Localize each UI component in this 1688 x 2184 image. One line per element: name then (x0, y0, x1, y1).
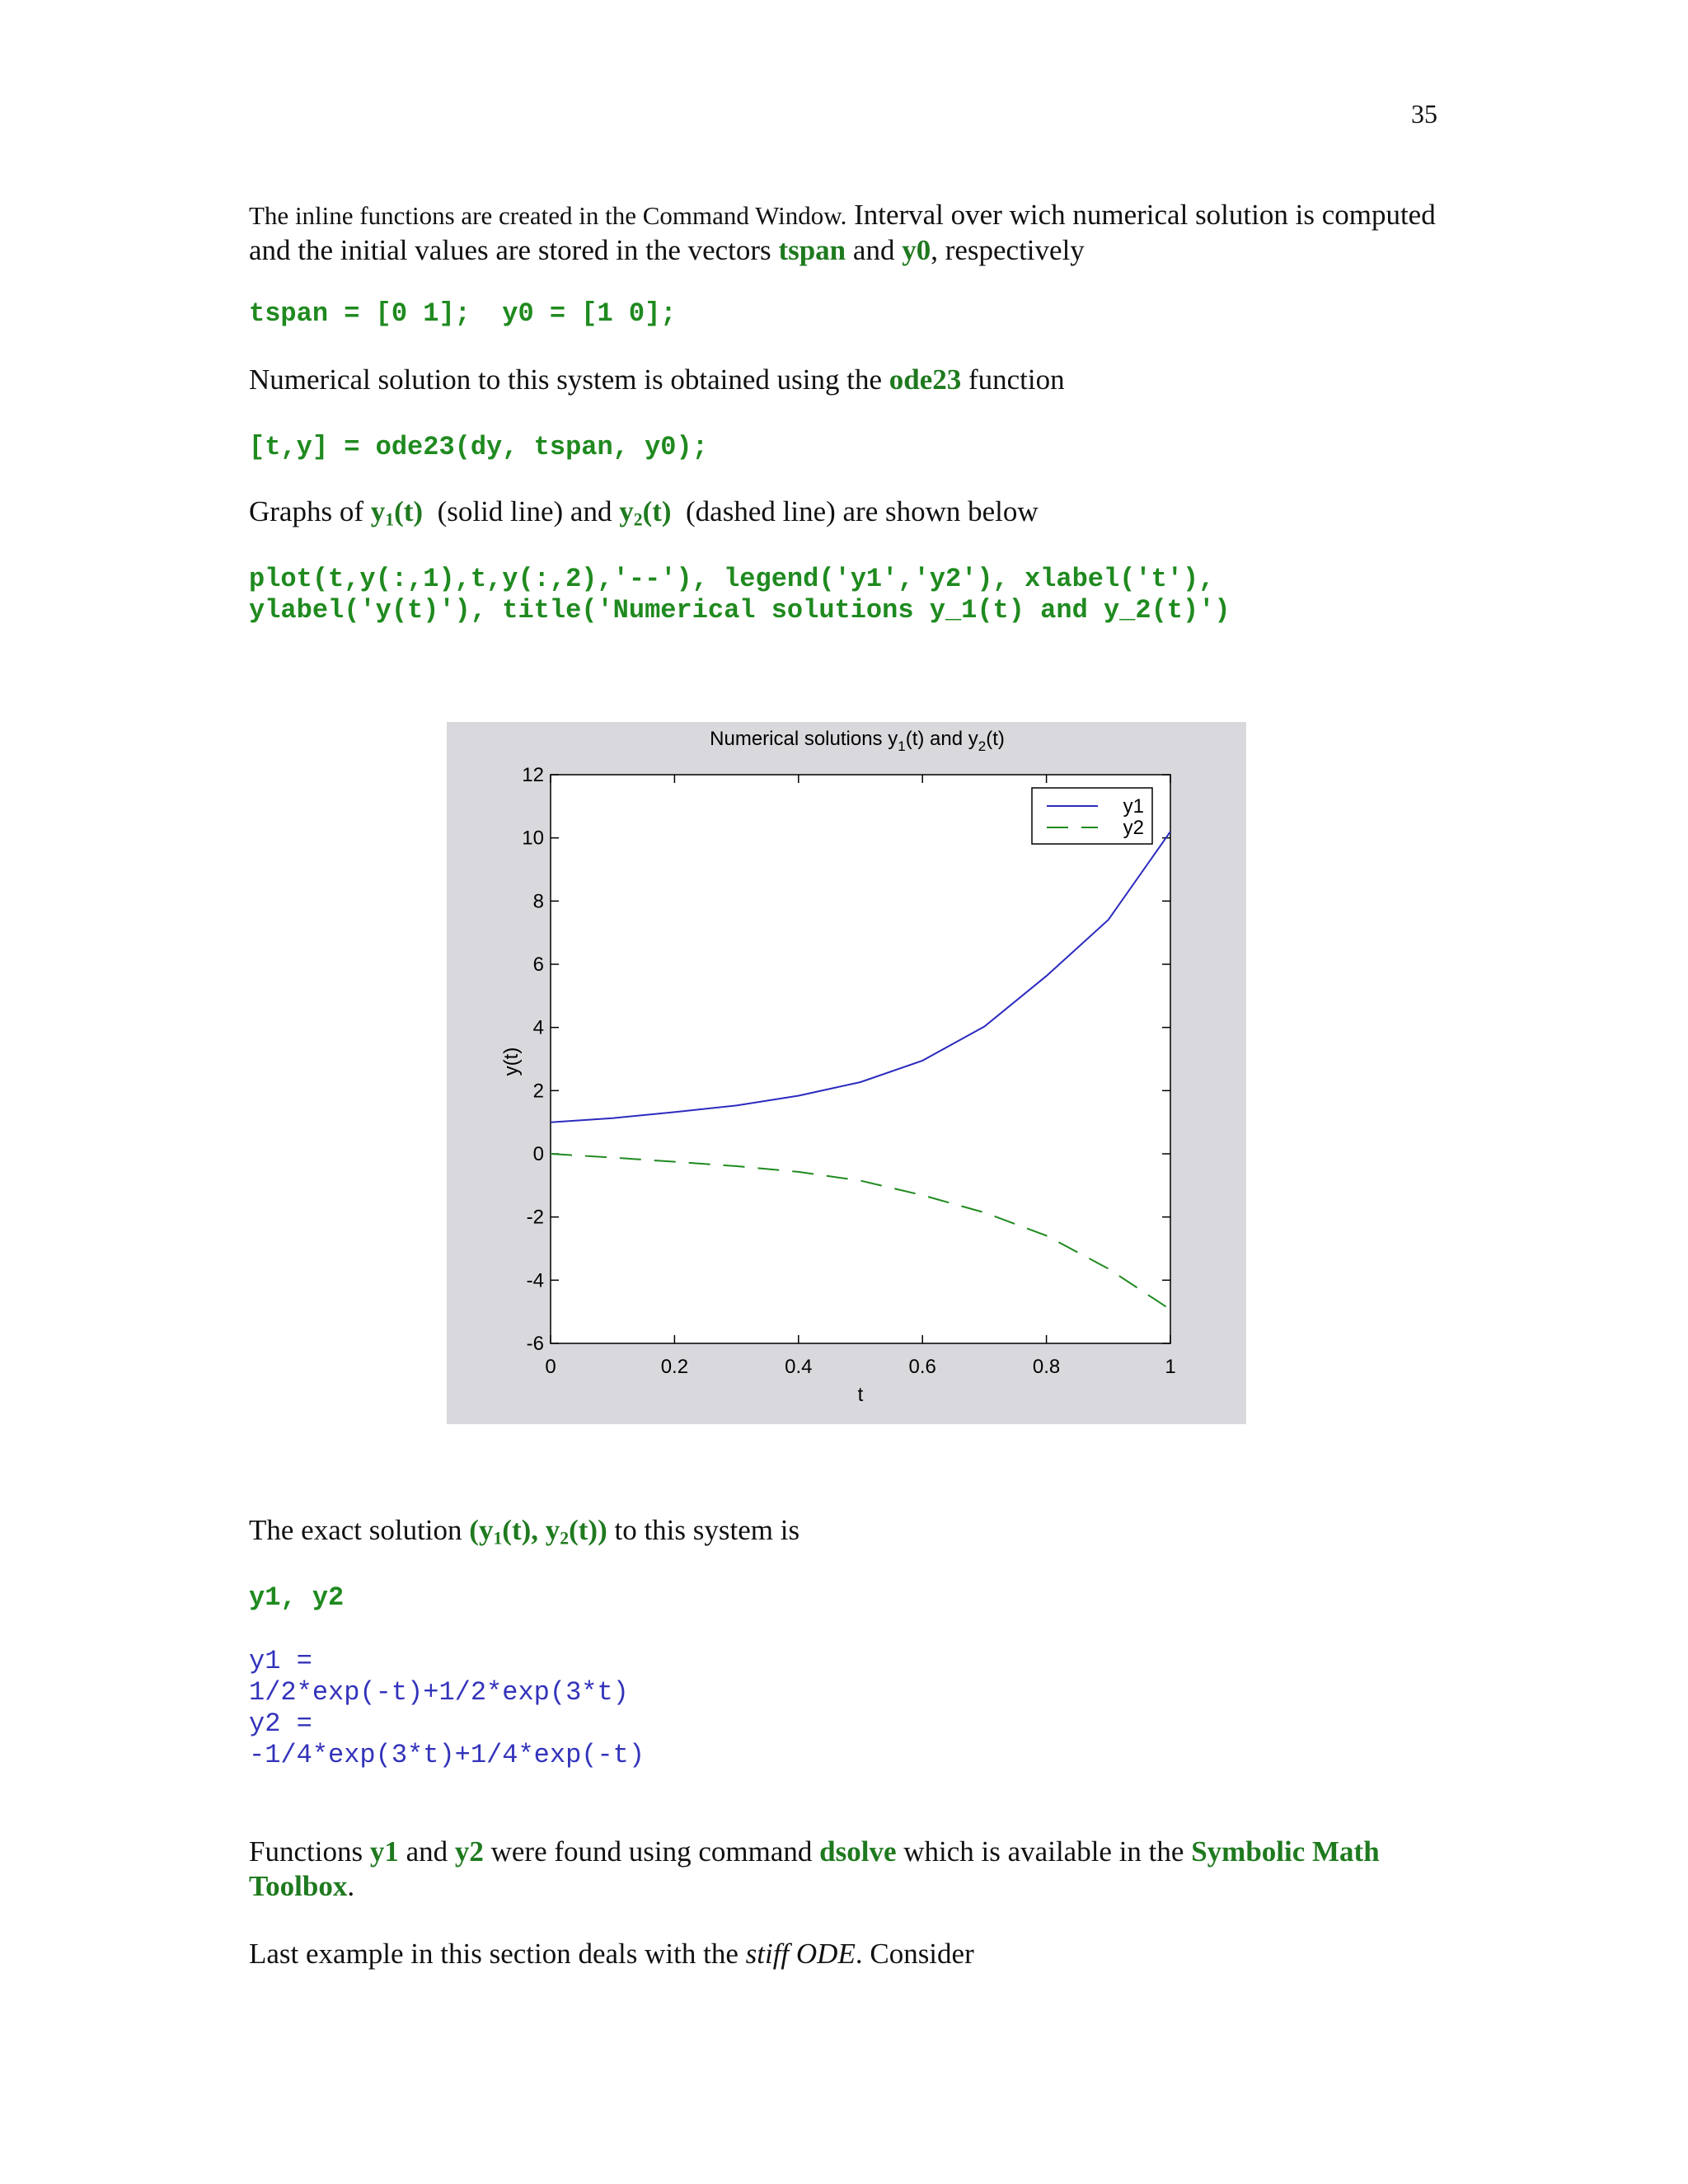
output-line: y1 = (249, 1646, 312, 1676)
y1-label: $y_1(t)$ (370, 495, 424, 530)
keyword-symbolic-toolbox: Symbolic Math Toolbox (249, 1835, 1380, 1902)
ode23-pre: Numerical solution to this system is obtained using the (249, 363, 882, 396)
stiff-ode-term: stiff ODE (745, 1938, 856, 1970)
code-plot-line-1: plot(t,y(:,1),t,y(:,2),'--'), legend('y1','y2'), xlabel('t'), (249, 564, 1215, 594)
legend (1032, 788, 1152, 844)
code-tspan: tspan = [0 1]; y0 = [1 0]; (249, 298, 677, 329)
dsolve-mid2: which is available in the (903, 1835, 1184, 1868)
stiff-pre: Last example in this section deals with the (249, 1938, 738, 1970)
exact-post: to this system is (614, 1514, 800, 1546)
y-tick-label: 8 (532, 890, 544, 913)
y-tick-label: -6 (526, 1333, 544, 1355)
dsolve-and: and (406, 1835, 448, 1868)
plot-area (551, 775, 1170, 1343)
code-plot (249, 564, 1231, 626)
intro-paragraph (249, 198, 1452, 268)
x-axis-label: t (857, 1384, 864, 1406)
code-plot-line-2: ylabel('y(t)'), title('Numerical solutions y_1(t) and y_2(t)') (249, 595, 1231, 626)
intro-post: , respectively (931, 234, 1085, 266)
legend-label-y2: y2 (1123, 817, 1144, 839)
graphs-paragraph (249, 494, 1452, 537)
page-number: 35 (1411, 99, 1437, 129)
intro-sentence-1: The inline functions are created in the Command Window. (249, 201, 847, 230)
legend-label-y1: y1 (1123, 795, 1144, 818)
output-line: -1/4*exp(3*t)+1/4*exp(-t) (249, 1740, 645, 1770)
keyword-y1: y1 (369, 1835, 399, 1868)
exact-solution-paragraph (249, 1513, 1452, 1555)
y-tick-label: 12 (522, 764, 544, 786)
x-tick-label: 0.6 (908, 1356, 936, 1378)
y-axis-label: y(t) (500, 1047, 523, 1076)
keyword-y0: y0 (902, 234, 931, 266)
dsolve-paragraph (249, 1835, 1452, 1904)
exact-solution-label: ($y_1(t)$, $y_2(t)$) (469, 1514, 607, 1549)
x-tick-label: 0 (545, 1356, 556, 1378)
graphs-pre: Graphs of (249, 495, 363, 527)
exact-pre: The exact solution (249, 1514, 462, 1546)
stiff-ode-paragraph (249, 1937, 1452, 1971)
x-tick-label: 0.8 (1032, 1356, 1061, 1378)
output-line: y2 = (249, 1708, 312, 1739)
keyword-y2: y2 (454, 1835, 484, 1868)
y-tick-label: 6 (532, 954, 544, 976)
graphs-solid: (solid line) and (437, 495, 612, 527)
intro-sentence-2: Interval over wich numerical solution is computed and the initial values are stored in the vectors (249, 199, 1436, 266)
output-line: 1/2*exp(-t)+1/2*exp(3*t) (249, 1677, 629, 1708)
chart-title: Numerical solutions $y_1(t)$ and $y_2(t)$ (710, 728, 1005, 754)
code-y1-y2: y1, y2 (249, 1582, 345, 1613)
y-tick-label: -2 (526, 1206, 544, 1229)
ode23-paragraph (249, 363, 1452, 397)
command-output (249, 1646, 645, 1771)
keyword-dsolve: dsolve (819, 1835, 897, 1868)
graphs-post: (dashed line) are shown below (686, 495, 1039, 527)
y-tick-label: -4 (526, 1269, 544, 1292)
y-tick-label: 0 (532, 1143, 544, 1165)
dsolve-end: . (347, 1870, 355, 1902)
y2-label: $y_2(t)$ (619, 495, 672, 530)
y-tick-label: 10 (522, 827, 544, 850)
dsolve-mid: were found using command (490, 1835, 813, 1868)
x-tick-label: 1 (1165, 1356, 1176, 1378)
x-tick-label: 0.4 (785, 1356, 813, 1378)
intro-and: and (852, 234, 895, 266)
y-tick-label: 4 (532, 1016, 544, 1039)
solution-chart (447, 722, 1246, 1424)
ode23-post: function (968, 363, 1065, 396)
keyword-ode23: ode23 (889, 363, 962, 396)
stiff-post: . Consider (855, 1938, 974, 1970)
x-tick-label: 0.2 (660, 1356, 689, 1378)
dsolve-pre: Functions (249, 1835, 363, 1868)
code-ode23: [t,y] = ode23(dy, tspan, y0); (249, 432, 708, 462)
y-tick-label: 2 (532, 1080, 544, 1103)
keyword-tspan: tspan (778, 234, 846, 266)
